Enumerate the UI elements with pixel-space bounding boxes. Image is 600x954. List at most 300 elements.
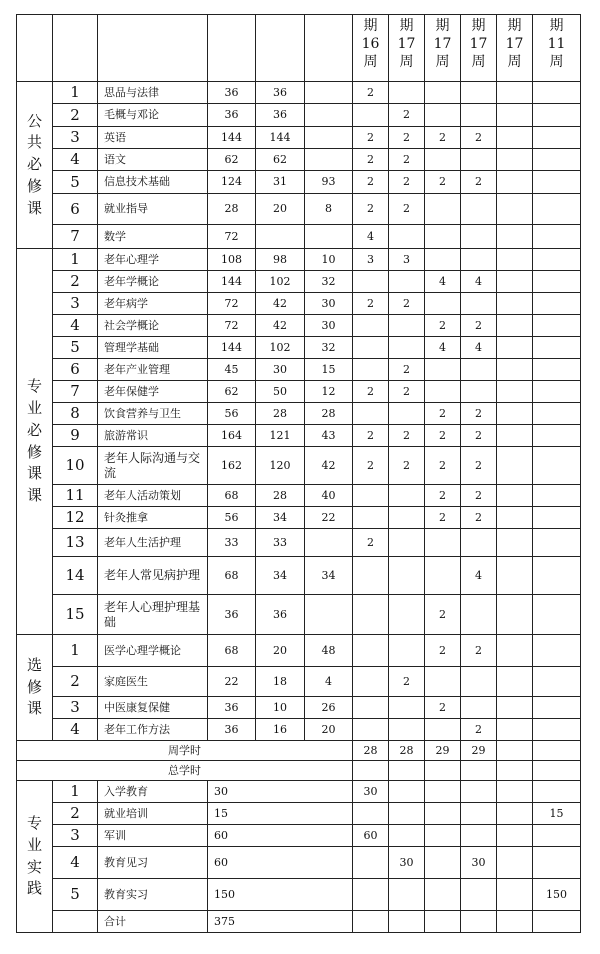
practice-name: 军训	[98, 825, 208, 847]
term-hours	[461, 667, 497, 697]
term-hours	[461, 293, 497, 315]
course-name: 医学心理学概论	[98, 635, 208, 667]
term-hours	[533, 82, 581, 104]
term-header-weeks: 17	[505, 36, 524, 53]
practice-hours: 60	[208, 825, 353, 847]
practice-term-hours	[461, 803, 497, 825]
term-hours	[533, 381, 581, 403]
sum-term-cell	[425, 911, 461, 933]
category-char: 专	[26, 377, 42, 396]
term-header-label: 期	[471, 18, 486, 34]
term-hours	[497, 635, 533, 667]
sum-term-cell	[533, 911, 581, 933]
category-char: 课	[26, 464, 42, 483]
total-hours-value	[497, 761, 533, 781]
term-hours	[533, 149, 581, 171]
term-hours	[425, 667, 461, 697]
term-hours	[425, 359, 461, 381]
term-hours	[425, 719, 461, 741]
term-hours: 4	[461, 271, 497, 293]
course-index: 4	[53, 315, 98, 337]
theory-hours: 50	[256, 381, 305, 403]
term-hours	[533, 635, 581, 667]
practice-index: 5	[53, 879, 98, 911]
term-hours	[389, 403, 425, 425]
header-blank-cell	[208, 15, 256, 82]
practice-hours: 93	[305, 171, 353, 194]
total-hours-value	[425, 761, 461, 781]
course-index: 3	[53, 293, 98, 315]
term-hours: 2	[425, 127, 461, 149]
term-hours	[533, 104, 581, 127]
term-hours: 2	[353, 194, 389, 225]
term-hours	[533, 447, 581, 485]
term-hours: 2	[461, 719, 497, 741]
sum-term-cell	[353, 911, 389, 933]
category-label	[17, 249, 53, 635]
term-header-label: 期	[549, 18, 564, 34]
theory-hours: 62	[256, 149, 305, 171]
practice-hours: 32	[305, 337, 353, 359]
course-row	[17, 359, 581, 381]
course-name: 信息技术基础	[98, 171, 208, 194]
term-hours	[461, 529, 497, 557]
term-hours	[425, 194, 461, 225]
term-hours: 2	[461, 635, 497, 667]
theory-hours: 28	[256, 403, 305, 425]
sum-blank-cell	[53, 911, 98, 933]
term-hours	[533, 595, 581, 635]
weekly-hours-value: 29	[425, 741, 461, 761]
theory-hours: 36	[256, 595, 305, 635]
practice-term-hours	[389, 803, 425, 825]
category-char: 选	[26, 655, 42, 674]
term-header-weeks: 17	[397, 36, 416, 53]
practice-hours	[305, 127, 353, 149]
term-hours: 2	[389, 194, 425, 225]
term-header	[389, 15, 425, 82]
term-hours: 2	[353, 149, 389, 171]
term-hours: 4	[461, 557, 497, 595]
term-hours	[497, 271, 533, 293]
total-hours: 36	[208, 595, 256, 635]
practice-hours: 12	[305, 381, 353, 403]
theory-hours: 16	[256, 719, 305, 741]
term-hours: 4	[425, 271, 461, 293]
term-hours	[533, 359, 581, 381]
theory-hours: 102	[256, 337, 305, 359]
practice-term-hours: 60	[353, 825, 389, 847]
course-row	[17, 194, 581, 225]
practice-name: 教育见习	[98, 847, 208, 879]
practice-hours: 4	[305, 667, 353, 697]
term-hours	[533, 557, 581, 595]
term-header-label: 期	[363, 18, 378, 34]
practice-term-hours	[461, 825, 497, 847]
term-hours	[497, 171, 533, 194]
term-hours: 2	[389, 171, 425, 194]
theory-hours: 144	[256, 127, 305, 149]
course-name: 老年人际沟通与交流	[98, 447, 208, 485]
total-hours: 68	[208, 485, 256, 507]
term-header	[353, 15, 389, 82]
theory-hours: 121	[256, 425, 305, 447]
term-hours	[353, 697, 389, 719]
term-hours	[425, 249, 461, 271]
practice-hours: 20	[305, 719, 353, 741]
course-index: 2	[53, 104, 98, 127]
category-char: 业	[26, 835, 42, 854]
total-hours: 33	[208, 529, 256, 557]
theory-hours: 42	[256, 293, 305, 315]
weekly-hours-value: 28	[389, 741, 425, 761]
course-index: 1	[53, 249, 98, 271]
term-hours	[533, 249, 581, 271]
course-index: 13	[53, 529, 98, 557]
total-hours: 36	[208, 104, 256, 127]
header-blank-cell	[53, 15, 98, 82]
term-hours	[497, 719, 533, 741]
practice-term-hours: 30	[353, 781, 389, 803]
term-hours	[461, 225, 497, 249]
term-hours	[425, 529, 461, 557]
header-row	[17, 15, 581, 82]
term-hours	[353, 667, 389, 697]
category-char: 公	[26, 111, 42, 130]
practice-row	[17, 879, 581, 911]
total-hours: 56	[208, 403, 256, 425]
term-hours: 2	[353, 171, 389, 194]
term-header-weeks: 17	[433, 36, 452, 53]
term-hours: 2	[353, 529, 389, 557]
practice-hours: 10	[305, 249, 353, 271]
practice-term-hours	[497, 879, 533, 911]
term-hours: 2	[461, 425, 497, 447]
theory-hours: 120	[256, 447, 305, 485]
weekly-hours-value: 28	[353, 741, 389, 761]
course-row	[17, 529, 581, 557]
term-hours	[389, 635, 425, 667]
practice-term-hours	[461, 781, 497, 803]
term-hours	[497, 293, 533, 315]
theory-hours: 20	[256, 194, 305, 225]
theory-hours: 36	[256, 104, 305, 127]
course-name: 旅游常识	[98, 425, 208, 447]
term-hours	[389, 557, 425, 595]
weekly-hours-value: 29	[461, 741, 497, 761]
header-blank-cell	[98, 15, 208, 82]
term-header	[425, 15, 461, 82]
term-hours	[461, 149, 497, 171]
term-hours	[389, 507, 425, 529]
term-hours: 2	[461, 315, 497, 337]
theory-hours: 36	[256, 82, 305, 104]
course-name: 老年保健学	[98, 381, 208, 403]
practice-hours	[305, 149, 353, 171]
course-name: 老年人心理护理基础	[98, 595, 208, 635]
sum-term-cell	[389, 911, 425, 933]
course-index: 8	[53, 403, 98, 425]
term-hours: 3	[353, 249, 389, 271]
total-hours: 162	[208, 447, 256, 485]
practice-hours: 8	[305, 194, 353, 225]
term-header	[497, 15, 533, 82]
term-hours	[389, 719, 425, 741]
header-blank-cell	[17, 15, 53, 82]
term-hours: 2	[425, 485, 461, 507]
theory-hours: 33	[256, 529, 305, 557]
course-name: 老年病学	[98, 293, 208, 315]
term-header-weeks: 11	[547, 36, 566, 53]
course-index: 6	[53, 359, 98, 381]
practice-hours: 22	[305, 507, 353, 529]
term-header-label: 期	[399, 18, 414, 34]
course-index: 9	[53, 425, 98, 447]
practice-term-hours	[497, 781, 533, 803]
practice-hours: 43	[305, 425, 353, 447]
term-hours: 2	[461, 507, 497, 529]
practice-hours	[305, 104, 353, 127]
term-hours	[389, 595, 425, 635]
term-hours	[353, 719, 389, 741]
total-hours: 144	[208, 337, 256, 359]
practice-term-hours	[533, 825, 581, 847]
term-hours: 2	[389, 667, 425, 697]
term-hours	[497, 104, 533, 127]
course-index: 5	[53, 337, 98, 359]
course-name: 中医康复保健	[98, 697, 208, 719]
category-char: 业	[26, 399, 42, 417]
header-blank-cell	[256, 15, 305, 82]
course-row	[17, 225, 581, 249]
term-hours: 2	[425, 171, 461, 194]
term-hours	[425, 104, 461, 127]
term-hours	[533, 337, 581, 359]
term-hours	[497, 249, 533, 271]
term-hours	[497, 667, 533, 697]
practice-hours: 15	[208, 803, 353, 825]
theory-hours	[256, 225, 305, 249]
category-label	[17, 82, 53, 249]
term-hours	[497, 127, 533, 149]
term-hours	[425, 557, 461, 595]
term-header-unit: 周	[507, 54, 522, 71]
sum-term-cell	[497, 911, 533, 933]
term-hours: 2	[425, 425, 461, 447]
practice-name: 入学教育	[98, 781, 208, 803]
term-hours	[533, 194, 581, 225]
course-name: 思品与法律	[98, 82, 208, 104]
total-hours: 36	[208, 719, 256, 741]
term-hours	[461, 104, 497, 127]
course-name: 老年心理学	[98, 249, 208, 271]
course-index: 2	[53, 667, 98, 697]
category-char: 修	[26, 442, 42, 461]
practice-hours: 30	[305, 293, 353, 315]
category-char: 修	[26, 176, 42, 195]
category-label	[17, 781, 53, 933]
course-index: 11	[53, 485, 98, 507]
practice-term-hours	[425, 803, 461, 825]
term-hours: 4	[425, 337, 461, 359]
practice-sum-row	[17, 911, 581, 933]
total-hours: 45	[208, 359, 256, 381]
course-index: 6	[53, 194, 98, 225]
theory-hours: 102	[256, 271, 305, 293]
practice-term-hours	[389, 781, 425, 803]
course-name: 饮食营养与卫生	[98, 403, 208, 425]
theory-hours: 20	[256, 635, 305, 667]
term-hours: 2	[353, 381, 389, 403]
term-hours: 2	[425, 635, 461, 667]
category-char: 实	[26, 857, 42, 876]
practice-term-hours	[389, 879, 425, 911]
term-hours: 2	[389, 425, 425, 447]
course-row	[17, 149, 581, 171]
practice-term-hours	[497, 847, 533, 879]
category-char: 必	[26, 155, 42, 174]
term-header-weeks: 16	[361, 36, 380, 53]
total-hours: 68	[208, 557, 256, 595]
practice-term-hours	[425, 879, 461, 911]
course-row	[17, 271, 581, 293]
practice-hours: 42	[305, 447, 353, 485]
term-hours	[497, 337, 533, 359]
course-index: 1	[53, 635, 98, 667]
category-char: 专	[26, 814, 42, 832]
course-row	[17, 485, 581, 507]
course-name: 管理学基础	[98, 337, 208, 359]
term-hours	[461, 249, 497, 271]
course-name: 老年人生活护理	[98, 529, 208, 557]
total-hours: 144	[208, 127, 256, 149]
practice-hours: 15	[305, 359, 353, 381]
term-hours: 2	[425, 315, 461, 337]
term-hours: 2	[461, 127, 497, 149]
theory-hours: 98	[256, 249, 305, 271]
total-hours: 62	[208, 149, 256, 171]
practice-hours: 30	[305, 315, 353, 337]
term-hours	[533, 425, 581, 447]
total-hours: 28	[208, 194, 256, 225]
course-name: 就业指导	[98, 194, 208, 225]
course-row	[17, 403, 581, 425]
course-row	[17, 557, 581, 595]
term-hours	[353, 485, 389, 507]
course-row	[17, 697, 581, 719]
practice-index: 4	[53, 847, 98, 879]
term-hours: 2	[389, 127, 425, 149]
term-hours	[461, 595, 497, 635]
total-hours: 72	[208, 315, 256, 337]
course-name: 语文	[98, 149, 208, 171]
term-hours	[353, 635, 389, 667]
term-hours	[533, 271, 581, 293]
term-hours	[533, 171, 581, 194]
term-header-weeks: 17	[469, 36, 488, 53]
category-char: 课	[26, 486, 42, 504]
term-hours	[497, 557, 533, 595]
term-hours	[533, 697, 581, 719]
curriculum-table	[16, 14, 581, 933]
practice-index: 1	[53, 781, 98, 803]
term-hours: 2	[389, 293, 425, 315]
practice-hours: 28	[305, 403, 353, 425]
term-hours	[389, 485, 425, 507]
category-char: 必	[26, 420, 42, 439]
term-hours	[497, 485, 533, 507]
practice-hours: 48	[305, 635, 353, 667]
course-index: 3	[53, 127, 98, 149]
course-name: 社会学概论	[98, 315, 208, 337]
term-hours	[461, 194, 497, 225]
weekly-hours-row	[17, 741, 581, 761]
category-char: 课	[26, 699, 42, 718]
course-row	[17, 635, 581, 667]
term-hours	[533, 293, 581, 315]
practice-hours	[305, 82, 353, 104]
total-hours-value	[353, 761, 389, 781]
course-row	[17, 337, 581, 359]
course-index: 12	[53, 507, 98, 529]
course-index: 7	[53, 381, 98, 403]
term-hours	[353, 507, 389, 529]
term-hours	[461, 359, 497, 381]
term-hours	[497, 529, 533, 557]
term-hours	[533, 127, 581, 149]
sum-hours: 375	[208, 911, 353, 933]
practice-name: 教育实习	[98, 879, 208, 911]
term-hours: 4	[353, 225, 389, 249]
term-hours: 2	[389, 359, 425, 381]
theory-hours: 42	[256, 315, 305, 337]
total-hours-value	[461, 761, 497, 781]
total-hours: 56	[208, 507, 256, 529]
course-index: 2	[53, 271, 98, 293]
practice-index: 3	[53, 825, 98, 847]
course-row	[17, 595, 581, 635]
course-index: 15	[53, 595, 98, 635]
term-hours: 4	[461, 337, 497, 359]
header-blank-cell	[305, 15, 353, 82]
practice-row	[17, 847, 581, 879]
theory-hours: 10	[256, 697, 305, 719]
practice-term-hours	[353, 803, 389, 825]
term-hours	[353, 271, 389, 293]
term-hours: 2	[461, 403, 497, 425]
term-hours	[497, 403, 533, 425]
term-hours: 2	[389, 104, 425, 127]
term-hours	[533, 529, 581, 557]
term-hours	[497, 425, 533, 447]
course-row	[17, 315, 581, 337]
term-hours: 2	[425, 697, 461, 719]
term-hours: 2	[425, 507, 461, 529]
term-hours	[533, 719, 581, 741]
term-hours	[389, 82, 425, 104]
course-index: 5	[53, 171, 98, 194]
total-hours-label: 总学时	[17, 761, 353, 781]
course-name: 英语	[98, 127, 208, 149]
weekly-hours-value	[497, 741, 533, 761]
practice-index: 2	[53, 803, 98, 825]
category-label	[17, 635, 53, 741]
term-hours: 2	[461, 447, 497, 485]
term-hours	[461, 697, 497, 719]
category-char: 课	[26, 198, 42, 217]
course-index: 4	[53, 149, 98, 171]
course-index: 3	[53, 697, 98, 719]
